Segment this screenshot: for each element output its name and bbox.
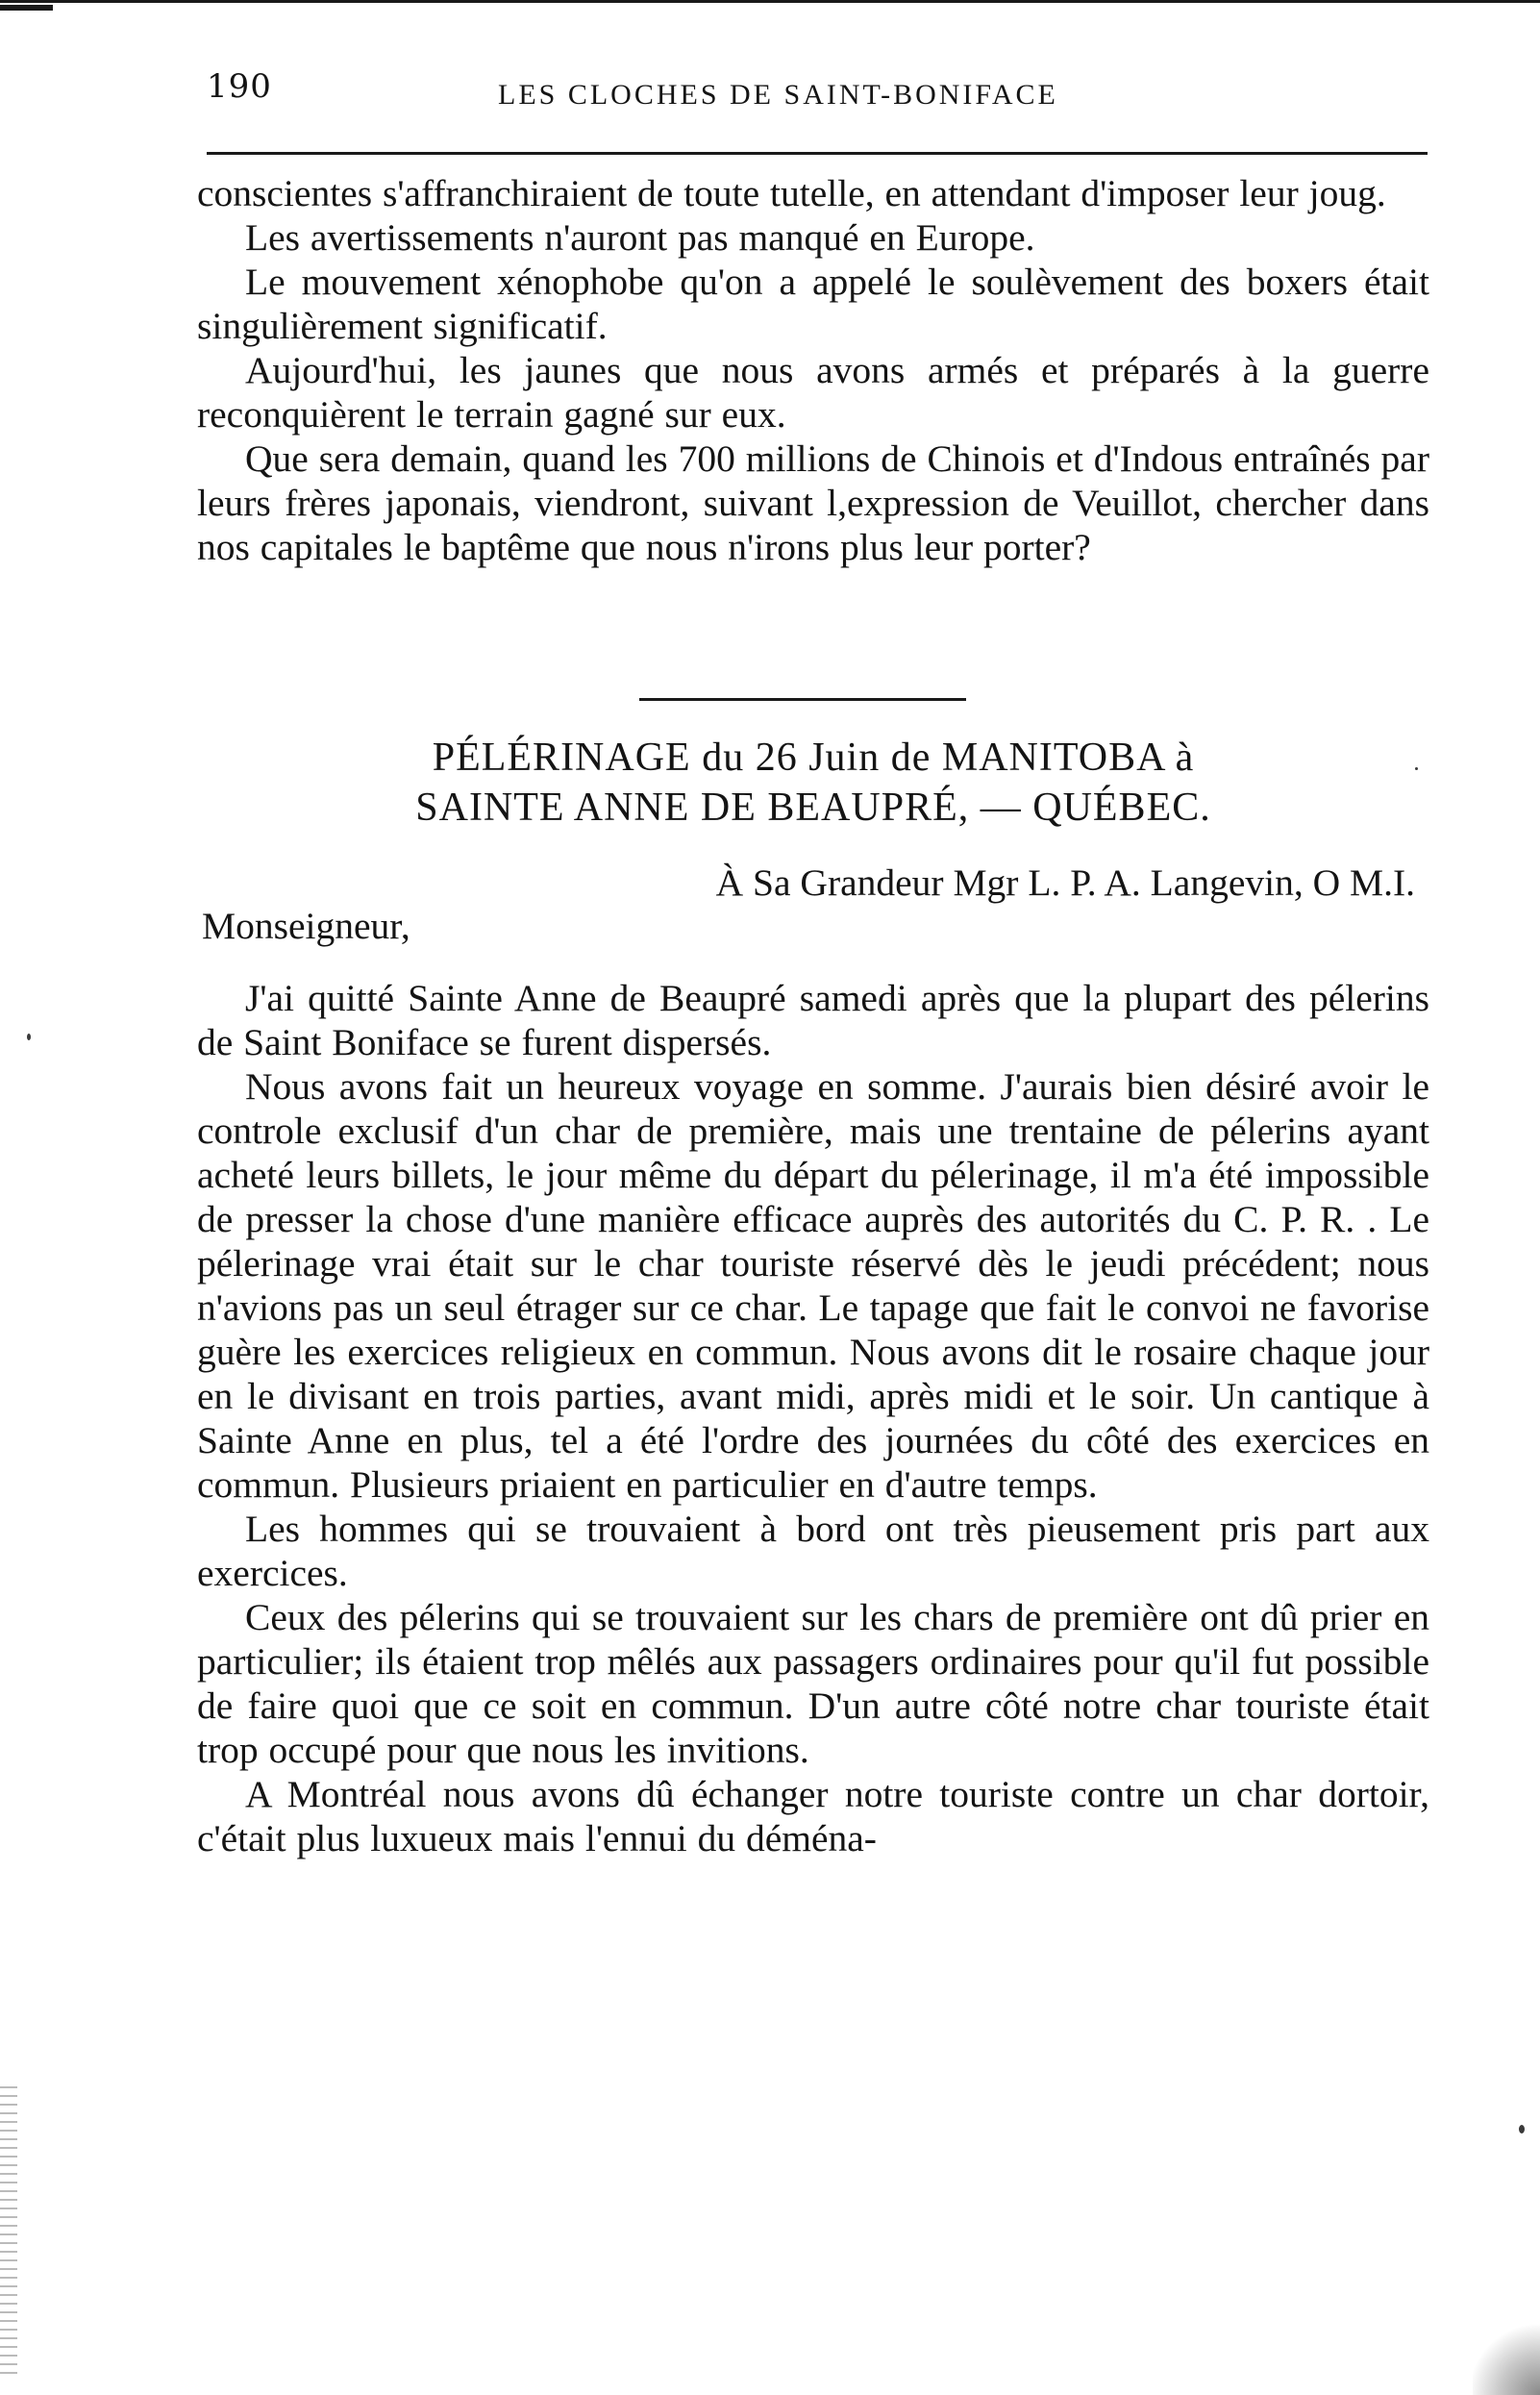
paragraph: Nous avons fait un heureux voyage en somme. J'aurais bien désiré avoir le controle exclusif d'un char de première, mais une trentaine de pélerins ayant acheté leurs billets, le jour même du départ du pélerinage, il m'a été impossible de presser la chose d'une manière efficace auprès des autorités du C. P. R. . Le pélerinage vrai était sur le char touriste réservé dès le jeudi précédent; nous n'avions pas un seul étrager sur ce char. Le tapage que fait le convoi ne favorise guère les exercices religieux en commun. Nous avons dit le rosaire chaque jour en le divisant en trois parties, avant midi, après midi et le soir. Un cantique à Sainte Anne en plus, tel a été l'ordre des journées du côté des exercices en commun. Plusieurs priaient en particulier en d'autre temps. (197, 1065, 1429, 1506)
scan-noise-left (0, 2086, 17, 2375)
paragraph: conscientes s'affranchiraient de toute tutelle, en attendant d'imposer leur joug. (197, 172, 1386, 214)
section-divider (639, 698, 966, 701)
heading-line: PÉLÉRINAGE du 26 Juin de MANITOBA à (432, 736, 1195, 780)
paragraph: Les avertissements n'auront pas manqué en Europe. (245, 216, 1035, 259)
paragraph: A Montréal nous avons dû échanger notre touriste contre un char dortoir, c'était plus luxueux mais l'ennui du déména- (197, 1773, 1429, 1859)
paragraph: Que sera demain, quand les 700 millions de Chinois et d'Indous entraînés par leurs frères japonais, viendront, suivant l,expression de Veuillot, chercher dans nos capitales le baptême que nous n'irons plus leur porter? (197, 437, 1429, 568)
paragraph: Le mouvement xénophobe qu'on a appelé le soulèvement des boxers était singulièrement significatif. (197, 261, 1429, 347)
letter-body (197, 976, 1429, 1860)
paragraph: Les hommes qui se trouvaient à bord ont très pieusement pris part aux exercices. (197, 1508, 1429, 1594)
running-head (207, 67, 1428, 125)
ink-speck (1519, 2125, 1525, 2133)
running-title: LES CLOCHES DE SAINT-BONIFACE (498, 79, 1058, 111)
scan-noise-corner (1473, 2318, 1540, 2395)
page-number: 190 (207, 67, 272, 106)
letter-address: À Sa Grandeur Mgr L. P. A. Langevin, O M.I. (715, 861, 1415, 904)
paragraph: Aujourd'hui, les jaunes que nous avons armés et préparés à la guerre reconquièrent le terrain gagné sur eux. (197, 349, 1429, 436)
section-heading (207, 733, 1420, 833)
ink-speck (27, 1034, 31, 1040)
letter-salutation: Monseigneur, (202, 905, 410, 947)
header-rule (207, 152, 1428, 155)
paragraph: J'ai quitté Sainte Anne de Beaupré samedi après que la plupart des pélerins de Saint Boniface se furent dispersés. (197, 977, 1429, 1063)
heading-line: SAINTE ANNE DE BEAUPRÉ, — QUÉBEC. (415, 786, 1211, 830)
top-edge-border (0, 0, 1540, 3)
paragraph: Ceux des pélerins qui se trouvaient sur les chars de première ont dû prier en particulier; ils étaient trop mêlés aux passagers ordinaires pour qu'il fut possible de faire quoi que ce soit en commun. D'un autre côté notre char touriste était trop occupé pour que nous les invitions. (197, 1596, 1429, 1771)
ink-speck (1415, 767, 1418, 770)
continued-text (197, 171, 1429, 569)
top-edge-mark (0, 5, 53, 11)
